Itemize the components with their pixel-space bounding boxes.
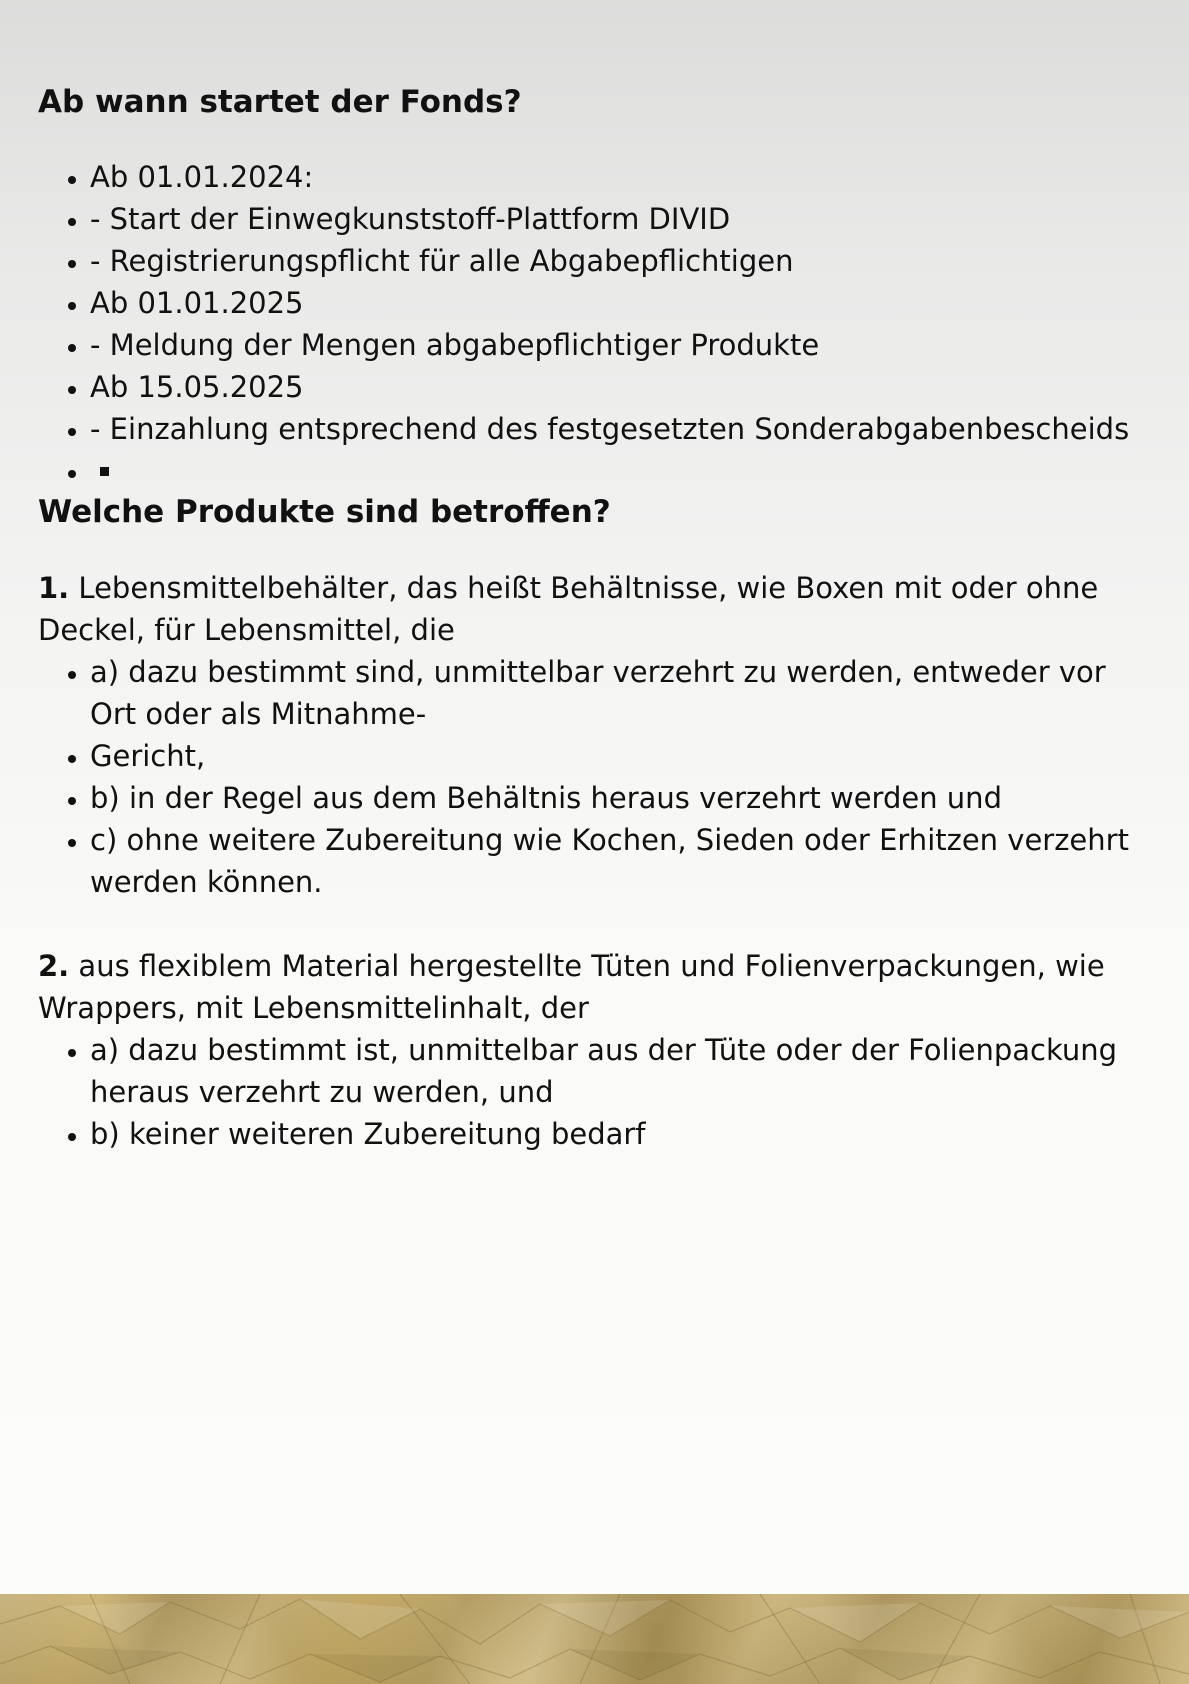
point-1-text: Lebensmittelbehälter, das heißt Behältnisse, wie Boxen mit oder ohne Deckel, für Lebensmittel, die	[38, 570, 1099, 647]
crumpled-paper-footer	[0, 1594, 1189, 1684]
point-2-text: aus flexiblem Material hergestellte Tüten und Folienverpackungen, wie Wrappers, mit Lebensmittelinhalt, der	[38, 948, 1105, 1025]
list-item: • Ab 15.05.2025	[90, 366, 1158, 408]
point-1-number: 1.	[38, 570, 70, 605]
list-item: • c) ohne weitere Zubereitung wie Kochen, Sieden oder Erhitzen verzehrt werden können.	[90, 819, 1158, 903]
heading-affected-products: Welche Produkte sind betroffen?	[38, 494, 611, 531]
list-item: • Gericht,	[90, 735, 1158, 777]
point-2-paragraph	[38, 945, 1158, 1029]
list-item: • - Start der Einwegkunststoff-Plattform DIVID	[90, 198, 1158, 240]
point-1-paragraph	[38, 567, 1158, 651]
spacer	[38, 903, 1158, 945]
point-2-list	[38, 1029, 1158, 1155]
list-item: • a) dazu bestimmt sind, unmittelbar verzehrt zu werden, entweder vor Ort oder als Mitnahme-	[90, 651, 1158, 735]
paper-texture-graphic	[0, 1594, 1189, 1684]
list-item-empty	[90, 450, 1158, 492]
point-1-list	[38, 651, 1158, 903]
list-item: • b) in der Regel aus dem Behältnis heraus verzehrt werden und	[90, 777, 1158, 819]
list-item: • a) dazu bestimmt ist, unmittelbar aus der Tüte oder der Folienpackung heraus verzehrt zu werden, und	[90, 1029, 1158, 1113]
list-item: • - Registrierungspflicht für alle Abgabepflichtigen	[90, 240, 1158, 282]
square-bullet-icon	[100, 467, 109, 476]
list-item: • - Einzahlung entsprechend des festgesetzten Sonderabgabenbescheids	[90, 408, 1158, 450]
list-item: • b) keiner weiteren Zubereitung bedarf	[90, 1113, 1158, 1155]
timeline-list	[38, 156, 1158, 492]
list-item: • Ab 01.01.2024:	[90, 156, 1158, 198]
list-item: • - Meldung der Mengen abgabepflichtiger Produkte	[90, 324, 1158, 366]
heading-fund-start: Ab wann startet der Fonds?	[38, 84, 522, 120]
point-2-number: 2.	[38, 948, 70, 983]
document-body	[38, 82, 1158, 1155]
list-item: • Ab 01.01.2025	[90, 282, 1158, 324]
